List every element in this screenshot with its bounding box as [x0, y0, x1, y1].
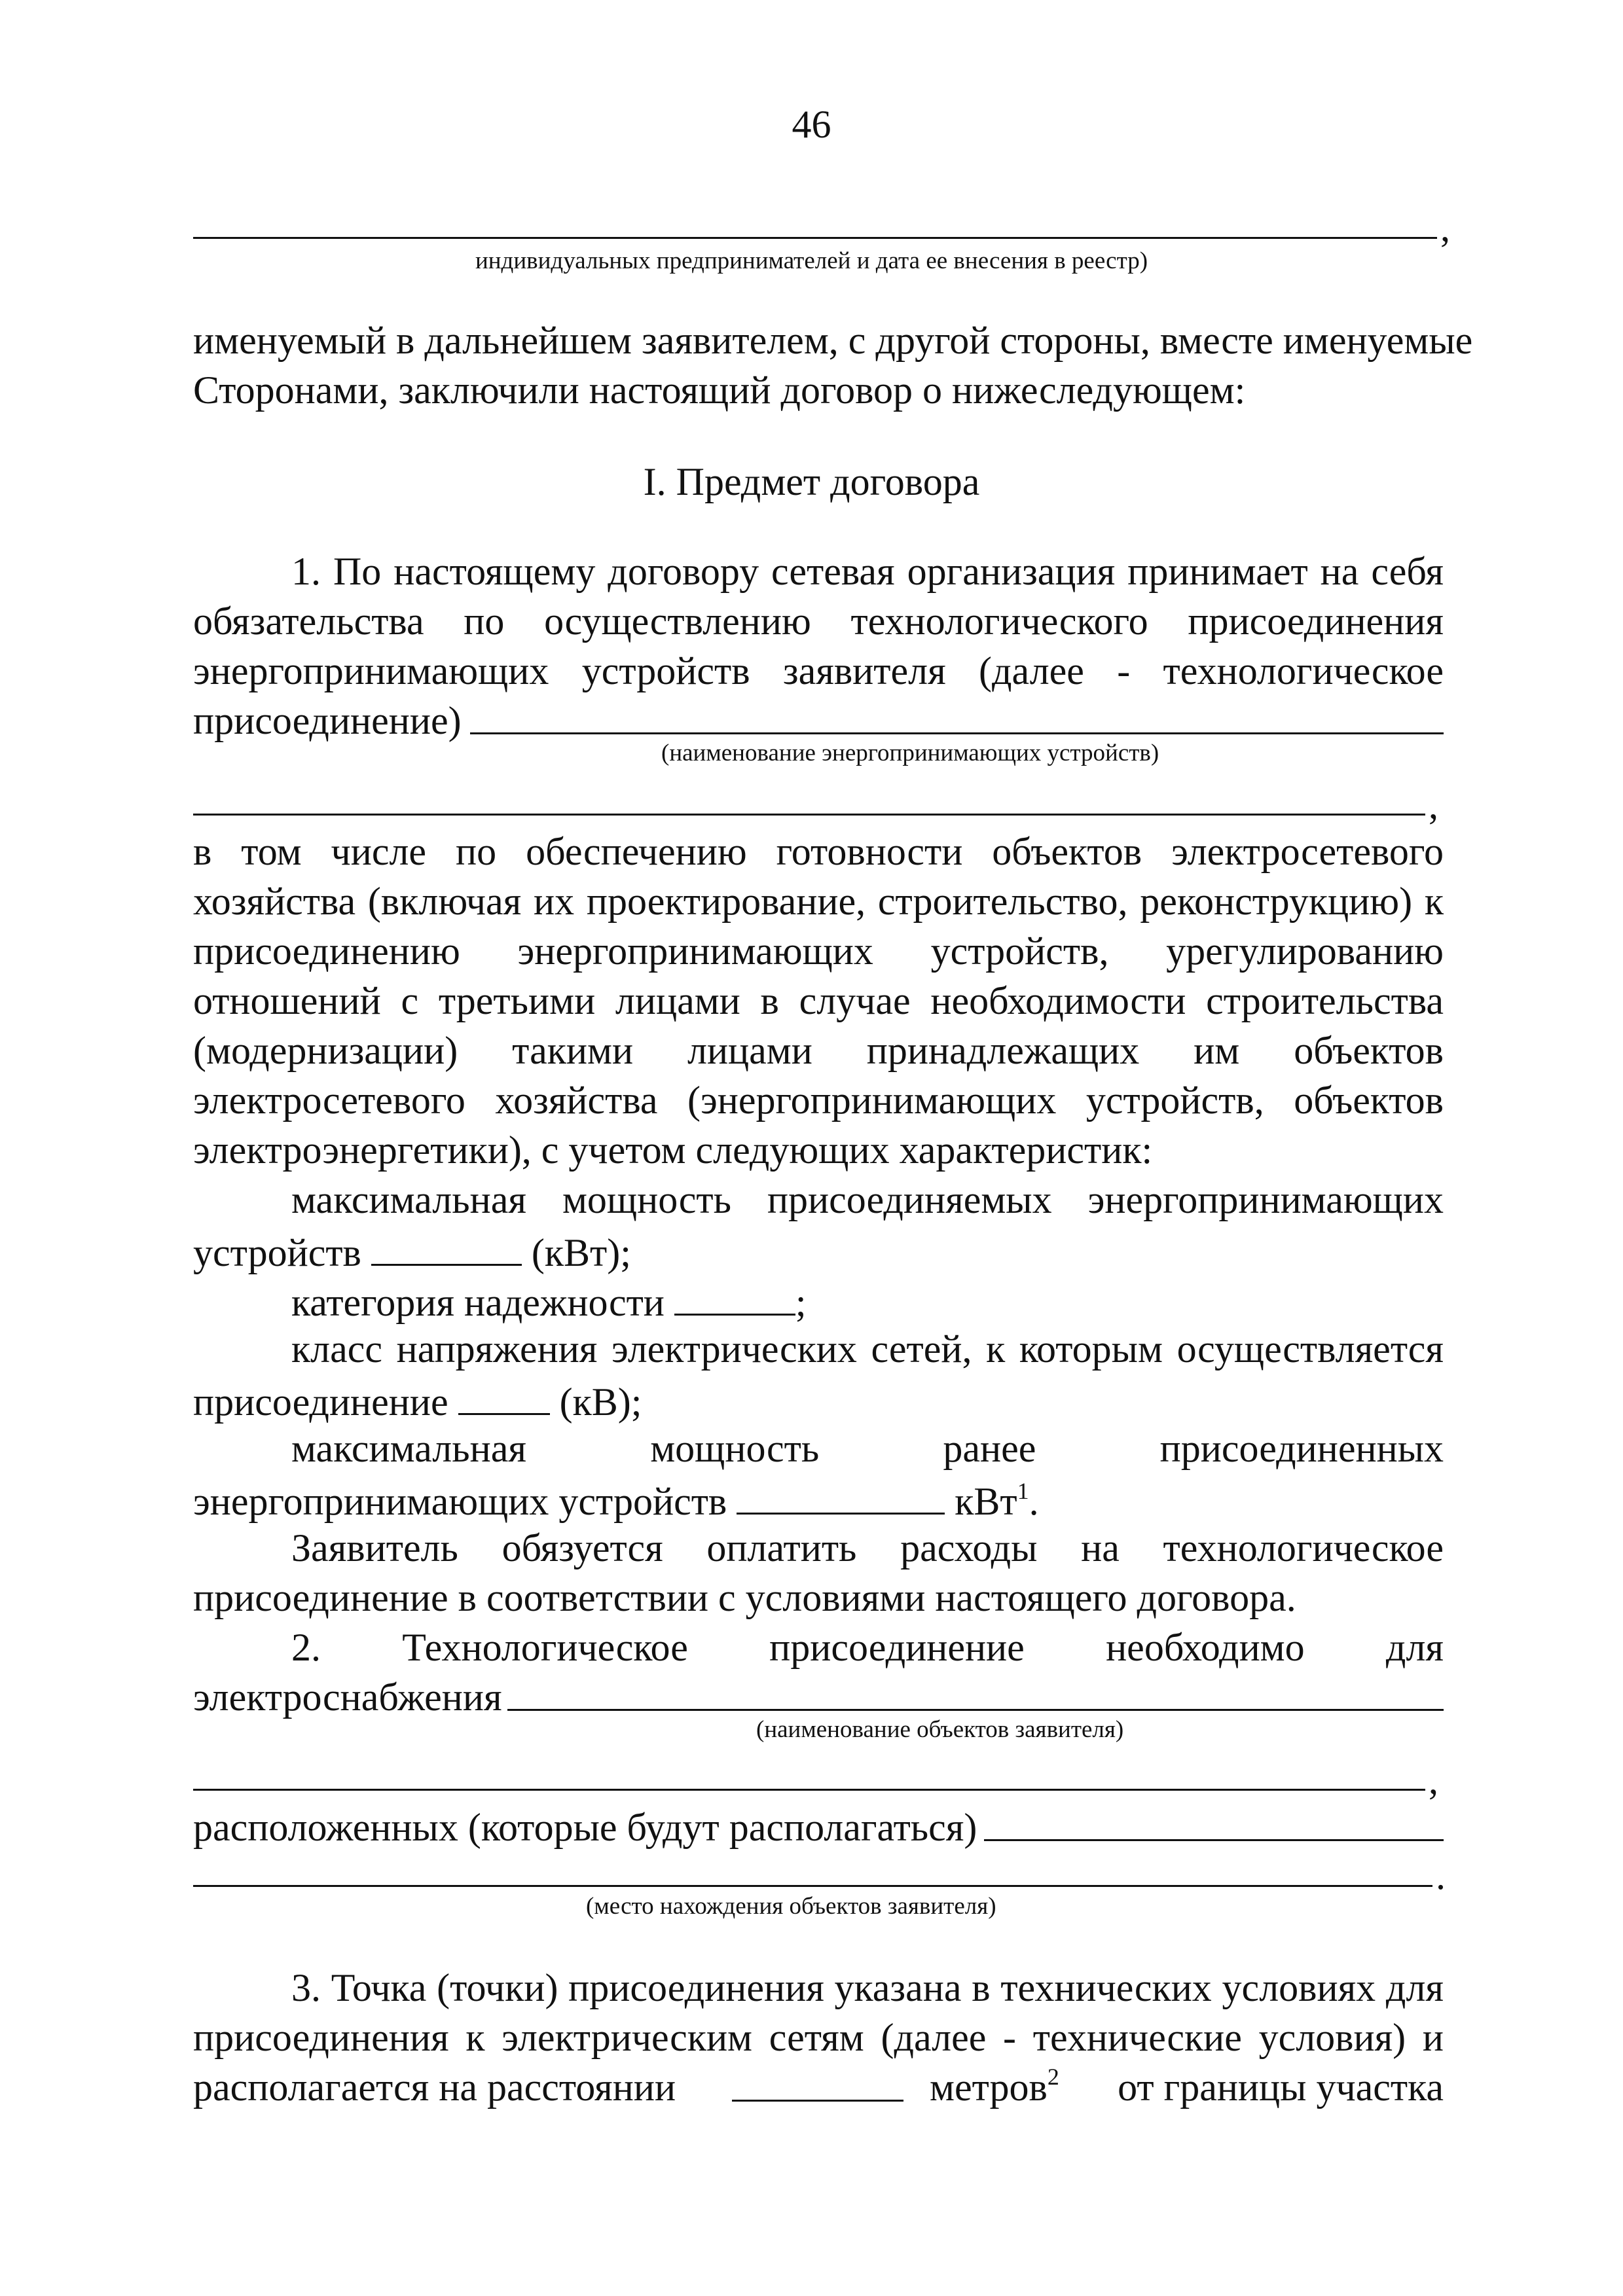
prev-power-unit: кВт — [955, 1480, 1017, 1523]
device-name-caption: (наименование энергопринимающих устройств) — [661, 740, 1159, 766]
registry-caption: индивидуальных предпринимателей и дата ее внесения в реестр) — [475, 247, 1148, 274]
p2-located-line — [193, 1803, 1444, 1852]
device-name-fill-line — [470, 732, 1444, 734]
objects-caption: (наименование объектов заявителя) — [756, 1716, 1124, 1743]
objects-fill-line — [507, 1709, 1444, 1711]
reliability-end: ; — [795, 1281, 807, 1324]
p1-line-4-text: присоединение) — [193, 699, 462, 742]
location-period: . — [1436, 1854, 1446, 1897]
p3-line-2: присоединения к электрическим сетям (далее - технические условия) и — [193, 2016, 1444, 2059]
p3-line-1: 3. Точка (точки) присоединения указана в технических условиях для — [291, 1966, 1444, 2009]
p1-cont-line-6: электросетевого хозяйства (энергопринимающих устройств, объектов — [193, 1079, 1444, 1122]
p1-cont-line-7: электроэнергетики), с учетом следующих характеристик: — [193, 1128, 1153, 1172]
voltage-line: класс напряжения электрических сетей, к которым осуществляется — [291, 1327, 1444, 1371]
p1-cont-line-5: (модернизации) такими лицами принадлежащих им объектов — [193, 1029, 1444, 1072]
section-title: I. Предмет договора — [643, 460, 980, 503]
objects-fill-line-2 — [193, 1789, 1425, 1791]
reliability-label: категория надежности — [291, 1281, 665, 1324]
located-label: расположенных (которые будут располагаться) — [193, 1806, 977, 1849]
reliability-blank[interactable] — [674, 1274, 795, 1316]
voltage-label: присоединение — [193, 1380, 448, 1424]
p1-cont-line-4: отношений с третьими лицами в случае необходимости строительства — [193, 979, 1444, 1022]
p1-line-1: 1. По настоящему договору сетевая организация принимает на себя — [291, 550, 1444, 593]
p1-line-2: обязательства по осуществлению технологического присоединения — [193, 600, 1444, 643]
voltage-field-line — [193, 1374, 1444, 1427]
p2-line-1: 2. Технологическое присоединение необходимо для — [291, 1626, 1444, 1669]
distance-blank[interactable] — [732, 2100, 903, 2102]
page-number: 46 — [792, 103, 831, 146]
voltage-blank[interactable] — [458, 1374, 550, 1415]
registry-fill-line — [193, 237, 1437, 239]
payment-line-2: присоединение в соответствии с условиями настоящего договора. — [193, 1576, 1296, 1619]
max-power-blank[interactable] — [371, 1225, 522, 1266]
location-caption: (место нахождения объектов заявителя) — [586, 1893, 996, 1920]
max-power-unit: (кВт); — [531, 1231, 631, 1274]
p3-distance-unit: метров — [930, 2066, 1048, 2109]
location-fill-line-2 — [193, 1885, 1432, 1887]
prev-power-line: максимальная мощность ранее присоединенных — [291, 1427, 1444, 1470]
prev-power-field-line — [193, 1473, 1444, 1526]
max-power-line: максимальная мощность присоединяемых энергопринимающих — [291, 1178, 1444, 1221]
prev-power-blank[interactable] — [737, 1473, 945, 1515]
prev-power-label: энергопринимающих устройств — [193, 1480, 727, 1523]
max-power-field-line — [193, 1225, 1444, 1278]
p3-distance-label: располагается на расстоянии — [193, 2066, 676, 2109]
device-name-fill-line-2 — [193, 814, 1425, 816]
location-fill-line — [984, 1839, 1444, 1841]
footnote-1-mark: 1 — [1017, 1478, 1029, 1504]
intro-line-1: именуемый в дальнейшем заявителем, с другой стороны, вместе именуемые — [193, 319, 1473, 362]
intro-line-2: Сторонами, заключили настоящий договор о нижеследующем: — [193, 368, 1246, 412]
p1-cont-line-1: в том числе по обеспечению готовности объектов электросетевого — [193, 830, 1444, 873]
max-power-label: устройств — [193, 1231, 361, 1274]
p3-line-3-end: от границы участка — [1118, 2066, 1444, 2109]
p1-line-3: энергопринимающих устройств заявителя (далее - технологическое — [193, 649, 1444, 692]
registry-comma: , — [1440, 206, 1450, 249]
reliability-line — [291, 1274, 1444, 1327]
p1-cont-line-2: хозяйства (включая их проектирование, строительство, реконструкцию) к — [193, 880, 1444, 923]
p1-cont-line-3: присоединению энергопринимающих устройств, урегулированию — [193, 929, 1444, 973]
device-name-comma: , — [1429, 783, 1438, 827]
p3-line-3-tail — [930, 2062, 1444, 2112]
p2-supply-label: электроснабжения — [193, 1676, 502, 1719]
payment-line-1: Заявитель обязуется оплатить расходы на технологическое — [291, 1526, 1444, 1570]
objects-comma: , — [1429, 1759, 1438, 1802]
voltage-unit: (кВ); — [559, 1380, 642, 1424]
footnote-2-mark: 2 — [1047, 2064, 1059, 2090]
prev-power-end: . — [1029, 1480, 1039, 1523]
